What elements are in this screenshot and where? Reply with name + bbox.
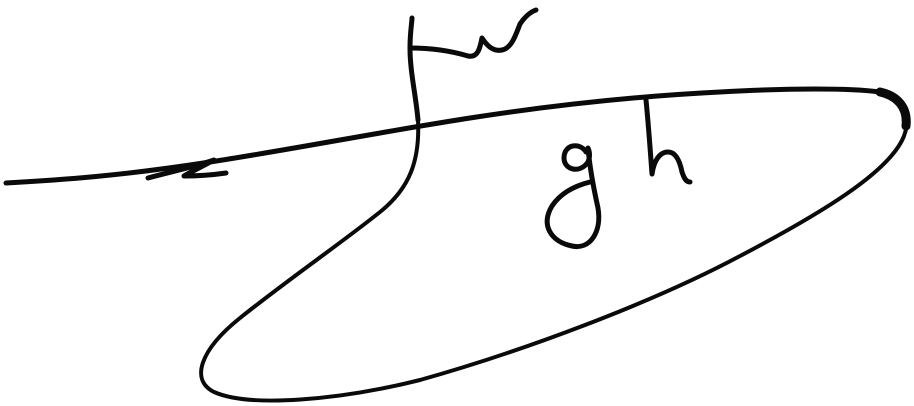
signature-loop bbox=[201, 92, 907, 401]
signature-strokes bbox=[6, 10, 907, 401]
signature-stem bbox=[410, 18, 418, 120]
signature-letter-h bbox=[646, 100, 690, 182]
signature-lead-stroke bbox=[6, 89, 880, 183]
signature-letter-g bbox=[547, 146, 599, 247]
signature-loop-cap bbox=[880, 92, 906, 126]
signature-top-flourish bbox=[410, 10, 536, 56]
